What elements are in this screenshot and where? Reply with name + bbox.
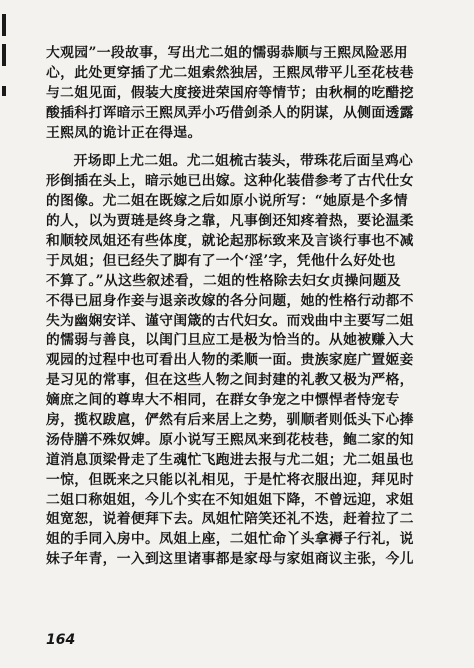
margin-mark bbox=[2, 14, 6, 36]
text-line: 的图像。尤二姐在既嫁之后如原小说所写：“她原是个多情 bbox=[46, 193, 408, 210]
text-line: 房，揽权跋扈，俨然有后来居上之势，驯顺者则低头下心捧 bbox=[46, 412, 414, 429]
binding-margin-marks bbox=[0, 0, 8, 668]
text-line: 大观园”一段故事，写出尤二姐的懦弱恭顺与王熙凤险恶用 bbox=[46, 45, 408, 61]
text-line: 开场即上尤二姐。尤二姐梳古装头，带珠花后面呈鸡心 bbox=[73, 153, 414, 170]
text-line: 姐的手同入房中。凤姐上座，二姐忙命丫头拿褥子行礼，说 bbox=[46, 531, 414, 548]
text-line: 嫡庶之间的尊卑大不相同，在群女争宠之中慓悍者恃宠专 bbox=[46, 392, 400, 409]
text-line: 失为幽娴安详、谨守闺箴的古代妇女。而戏曲中主要写二姐 bbox=[46, 312, 414, 329]
text-line: 形倒插在头上，暗示她已出嫁。这种化装借参考了古代仕女 bbox=[46, 173, 414, 190]
text-line: 道消息顶梁骨走了生魂忙飞跑进去报与尤二姐；尤二姐虽也 bbox=[46, 451, 414, 468]
text-line: 王熙凤的诡计正在得逞。 bbox=[46, 124, 202, 141]
text-line: 和顺较凤姐还有些体度，就论起那标致来及言谈行事也不减 bbox=[46, 233, 414, 250]
text-line: 是习见的常事，但在这些人物之间封建的礼教又极为严格， bbox=[46, 372, 414, 389]
text-line: 于凤姐；但已经失了脚有了一个‘淫’字，凭他什么好处也 bbox=[46, 252, 396, 269]
text-line: 姐宽恕，说着便拜下去。凤姐忙陪笑还礼不迭，赶着拉了二 bbox=[46, 511, 414, 528]
text-line: 二姐口称姐姐，今儿个实在不知姐姐下降，不曾远迎，求姐 bbox=[46, 491, 414, 508]
page-body bbox=[46, 44, 456, 570]
paragraph-2 bbox=[46, 152, 456, 570]
text-line: 不得已屈身作妾与退亲改嫁的各分问题，她的性格行动都不 bbox=[46, 292, 414, 309]
margin-mark bbox=[2, 44, 6, 66]
text-line: 一惊，但既来之只能以礼相见，于是忙将衣服出迎，拜见时 bbox=[46, 471, 414, 488]
text-line: 酸插科打诨暗示王熙凤弄小巧借剑杀人的阴谋，从侧面透露 bbox=[46, 104, 414, 121]
text-line: 的人，以为贾琏是终身之靠，凡事倒还知疼着热，要论温柔 bbox=[46, 213, 414, 230]
text-line: 汤侍膳不殊奴婢。原小说写王熙凤来到花枝巷，鲍二家的知 bbox=[46, 431, 414, 448]
text-line: 与二姐见面，假装大度接进荣国府等情节；由秋桐的吃醋挖 bbox=[46, 84, 414, 101]
text-line: 观园的过程中也可看出人物的柔顺一面。贵族家庭广置姬妾 bbox=[46, 352, 414, 369]
margin-mark bbox=[2, 86, 6, 96]
paragraph-gap bbox=[46, 143, 456, 152]
text-line: 不算了。”从这些叙述看，二姐的性格除去妇女贞操问题及 bbox=[46, 272, 402, 289]
text-line: 的懦弱与善良，以闺门旦应工是极为恰当的。从她被赚入大 bbox=[46, 332, 414, 349]
text-line: 妹子年青，一入到这里诸事都是家母与家姐商议主张，今儿 bbox=[46, 551, 414, 568]
page-number: 164 bbox=[46, 632, 76, 648]
paragraph-1 bbox=[46, 44, 456, 143]
text-line: 心，此处更穿插了尤二姐索然独居，王熙凤带平儿至花枝巷 bbox=[46, 64, 414, 81]
